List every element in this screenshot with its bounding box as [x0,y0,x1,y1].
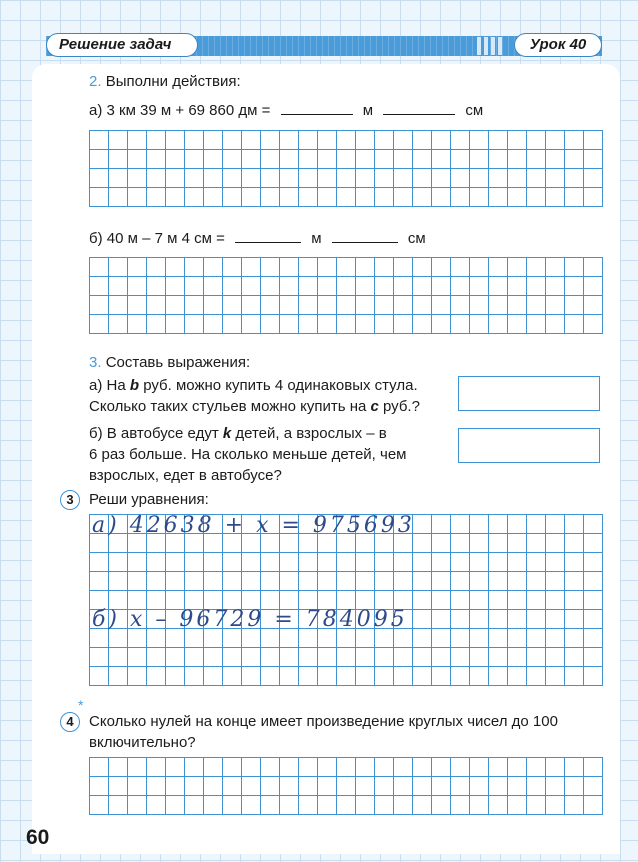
task3-a-line1: а) На b руб. можно купить 4 одинаковых стула. [89,377,418,394]
task4-line2: включительно? [89,734,196,751]
task-equations-badge: 3 [60,490,80,510]
equations-grid[interactable] [89,514,603,686]
task2-b-blank-cm[interactable] [332,228,398,243]
task2-a-expression: а) 3 км 39 м + 69 860 дм = [89,102,271,119]
variable-c: c [370,398,379,415]
task4-line1: Сколько нулей на конце имеет произведение круглых чисел до 100 [89,713,558,730]
task2-b-expression: б) 40 м – 7 м 4 см = [89,230,225,247]
task2-title: Выполни действия: [105,73,241,90]
task2-a-line [89,100,483,121]
handwriting-equation-b: б) х – 96729 = 784095 [92,607,408,632]
page-number: 60 [26,826,50,849]
task2-b-unit-cm: см [407,230,426,247]
task-equations-title: Реши уравнения: [89,491,209,508]
task3-number: 3. [89,354,102,371]
task3-a-line2: Сколько таких стульев можно купить на c руб.? [89,398,420,415]
handwriting-equation-a: а) 42638 + х = 975693 [92,513,415,538]
task3-a-answer-box[interactable] [458,376,600,411]
variable-k: k [222,425,232,442]
task3-heading [89,353,250,373]
task2-a-unit-cm: см [465,102,484,119]
task2-a-blank-m[interactable] [281,100,353,115]
task3-title: Составь выражения: [105,354,251,371]
variable-b: b [129,377,140,394]
star-icon: * [78,697,84,713]
lesson-tag: Урок 40 [514,33,602,57]
task3-b-answer-box[interactable] [458,428,600,463]
task3-b-line3: взрослых, едет в автобусе? [89,467,282,484]
task4-badge: 4 [60,712,80,732]
header-stripes [477,37,502,55]
task4-grid[interactable] [89,757,603,815]
task2-a-grid[interactable] [89,130,603,207]
task2-b-grid[interactable] [89,257,603,334]
task2-b-blank-m[interactable] [235,228,301,243]
section-tag: Решение задач [46,33,198,57]
task2-a-unit-m: м [362,102,374,119]
task2-number: 2. [89,73,102,90]
task2-heading [89,72,241,92]
task3-b-line2: 6 раз больше. На сколько меньше детей, чем [89,446,407,463]
task2-b-line [89,228,426,249]
task2-a-blank-cm[interactable] [383,100,455,115]
task2-b-unit-m: м [311,230,322,247]
task3-b-line1: б) В автобусе едут k детей, а взрослых – в [89,425,387,442]
